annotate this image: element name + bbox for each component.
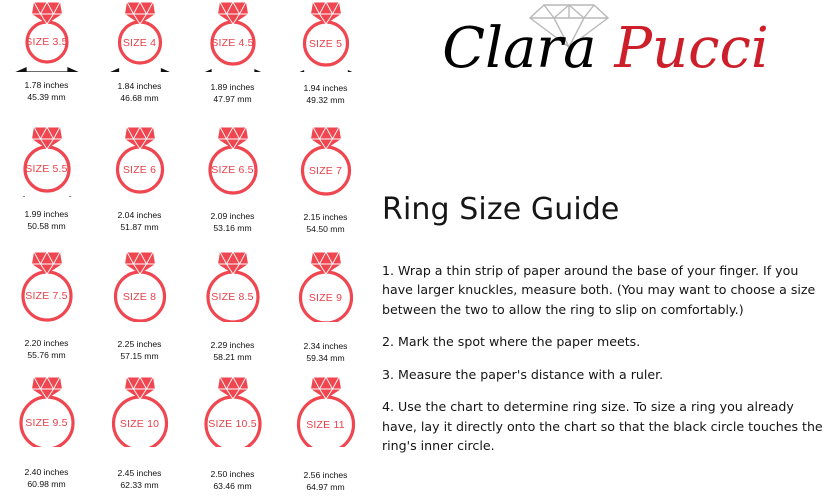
ring-illustration [0, 125, 93, 197]
ring-size-cell [186, 375, 279, 500]
brand-name-second: Pucci [614, 16, 769, 81]
ring-measurement [93, 339, 186, 362]
ring-size-cell [0, 250, 93, 375]
ring-measurement-inches: 2.50 inches [210, 469, 255, 479]
ring-measurement-inches: 2.45 inches [117, 468, 162, 478]
ring-illustration [186, 250, 279, 322]
ring-measurement [0, 209, 93, 232]
ring-measurement-mm: 58.21 mm [213, 351, 252, 362]
ring-size-label: SIZE 10 [119, 417, 160, 430]
ring-illustration [279, 125, 372, 197]
ring-measurement-inches: 1.78 inches [24, 80, 69, 90]
instruction-step [382, 332, 832, 352]
ring-measurement [186, 82, 279, 105]
ring-measurement-mm: 45.39 mm [27, 91, 66, 102]
ring-measurement-mm: 59.34 mm [306, 352, 345, 363]
ring-measurement-inches: 2.20 inches [24, 338, 69, 348]
ring-measurement [279, 212, 372, 235]
ring-measurement [279, 470, 372, 493]
ring-measurement [93, 468, 186, 491]
ring-size-label: SIZE 4.5 [211, 37, 254, 49]
ring-size-label: SIZE 6.5 [211, 164, 254, 176]
ring-measurement [279, 83, 372, 106]
ring-measurement-inches: 2.04 inches [117, 210, 162, 220]
ring-measurement [186, 340, 279, 363]
ring-measurement-inches: 1.99 inches [24, 209, 69, 219]
ring-measurement-mm: 50.58 mm [27, 220, 66, 231]
brand-logo [378, 0, 833, 108]
instruction-step [382, 261, 832, 320]
brand-name [378, 18, 833, 80]
ring-measurement [0, 80, 93, 103]
ring-illustration [93, 125, 186, 197]
guide-panel [372, 0, 839, 501]
ring-size-label: SIZE 10.5 [208, 418, 257, 430]
ring-size-label: SIZE 9.5 [25, 417, 68, 429]
ring-size-cell [279, 125, 372, 250]
ring-size-label: SIZE 8.5 [211, 291, 254, 303]
ring-measurement [93, 81, 186, 104]
ring-size-label: SIZE 7.5 [25, 290, 68, 302]
ring-measurement-inches: 1.84 inches [117, 81, 162, 91]
ring-measurement [0, 467, 93, 490]
ring-size-label: SIZE 6 [122, 163, 157, 176]
instruction-step-number: 2. [382, 334, 395, 350]
ring-size-label: SIZE 5 [308, 37, 343, 50]
instruction-step-text: Wrap a thin strip of paper around the base of your finger. If you have larger knuckles, measure both. (You may want to choose a size between the two to allow the ring to slip on comfortably.) [382, 262, 816, 317]
ring-illustration [279, 250, 372, 322]
ring-measurement-mm: 47.97 mm [213, 93, 252, 104]
ring-measurement-mm: 63.46 mm [213, 480, 252, 491]
ring-illustration [186, 0, 279, 72]
ring-size-label: SIZE 11 [306, 418, 345, 431]
ring-illustration [93, 375, 186, 447]
ring-measurement-inches: 2.29 inches [210, 340, 255, 350]
ring-size-label: SIZE 7 [308, 164, 343, 177]
instruction-list [382, 248, 832, 469]
ring-measurement [279, 341, 372, 364]
ring-size-label: SIZE 8 [122, 290, 157, 303]
ring-size-cell [93, 375, 186, 500]
ring-measurement-inches: 1.89 inches [210, 82, 255, 92]
ring-measurement [93, 210, 186, 233]
ring-illustration [0, 375, 93, 447]
ring-measurement-inches: 2.09 inches [210, 211, 255, 221]
instruction-step-number: 4. [382, 399, 395, 415]
ring-measurement-inches: 2.25 inches [117, 339, 162, 349]
instruction-step-text: Measure the paper's distance with a ruler. [398, 366, 664, 382]
ring-size-cell [279, 375, 372, 500]
instruction-step [382, 365, 832, 385]
ring-illustration [0, 250, 93, 322]
ring-size-cell [186, 0, 279, 125]
instruction-step [382, 397, 832, 456]
ring-size-cell [279, 0, 372, 125]
ring-size-chart [0, 0, 372, 501]
ring-illustration [279, 0, 372, 72]
ring-size-cell [279, 250, 372, 375]
ring-measurement [186, 469, 279, 492]
ring-measurement-mm: 55.76 mm [27, 349, 66, 360]
ring-illustration [279, 375, 372, 447]
ring-size-cell [186, 125, 279, 250]
ring-size-label: SIZE 3.5 [25, 36, 68, 48]
ring-size-cell [0, 125, 93, 250]
ring-measurement-inches: 2.40 inches [24, 467, 69, 477]
ring-size-cell [186, 250, 279, 375]
ring-measurement-mm: 54.50 mm [306, 223, 345, 234]
ring-size-cell [93, 125, 186, 250]
ring-measurement-mm: 51.87 mm [120, 221, 159, 232]
ring-size-cell [93, 0, 186, 125]
brand-name-first: Clara [442, 16, 597, 81]
ring-measurement-mm: 53.16 mm [213, 222, 252, 233]
ring-measurement-inches: 2.56 inches [303, 470, 348, 480]
ring-size-cell [93, 250, 186, 375]
ring-illustration [186, 125, 279, 197]
ring-measurement-mm: 49.32 mm [306, 94, 345, 105]
ring-measurement-inches: 2.34 inches [303, 341, 348, 351]
ring-size-label: SIZE 5.5 [25, 163, 68, 175]
ring-illustration [186, 375, 279, 447]
ring-size-cell [0, 375, 93, 500]
instruction-step-text: Use the chart to determine ring size. To size a ring you already have, lay it directly onto the chart so that the black circle touches the ring's inner circle. [382, 399, 823, 454]
ring-measurement-inches: 1.94 inches [303, 83, 348, 93]
ring-measurement-inches: 2.15 inches [303, 212, 348, 222]
ring-measurement-mm: 60.98 mm [27, 478, 66, 489]
ring-measurement-mm: 57.15 mm [120, 350, 159, 361]
instruction-step-number: 3. [382, 366, 395, 382]
ring-measurement-mm: 62.33 mm [120, 479, 159, 490]
ring-size-label: SIZE 9 [308, 291, 343, 304]
instruction-step-number: 1. [382, 262, 395, 278]
page-title: Ring Size Guide [382, 192, 620, 227]
ring-measurement-mm: 46.68 mm [120, 92, 159, 103]
instruction-step-text: Mark the spot where the paper meets. [398, 334, 641, 350]
ring-size-cell [0, 0, 93, 125]
ring-size-label: SIZE 4 [122, 36, 157, 49]
ring-measurement [0, 338, 93, 361]
ring-measurement-mm: 64.97 mm [306, 481, 345, 492]
ring-illustration [93, 250, 186, 322]
ring-measurement [186, 211, 279, 234]
